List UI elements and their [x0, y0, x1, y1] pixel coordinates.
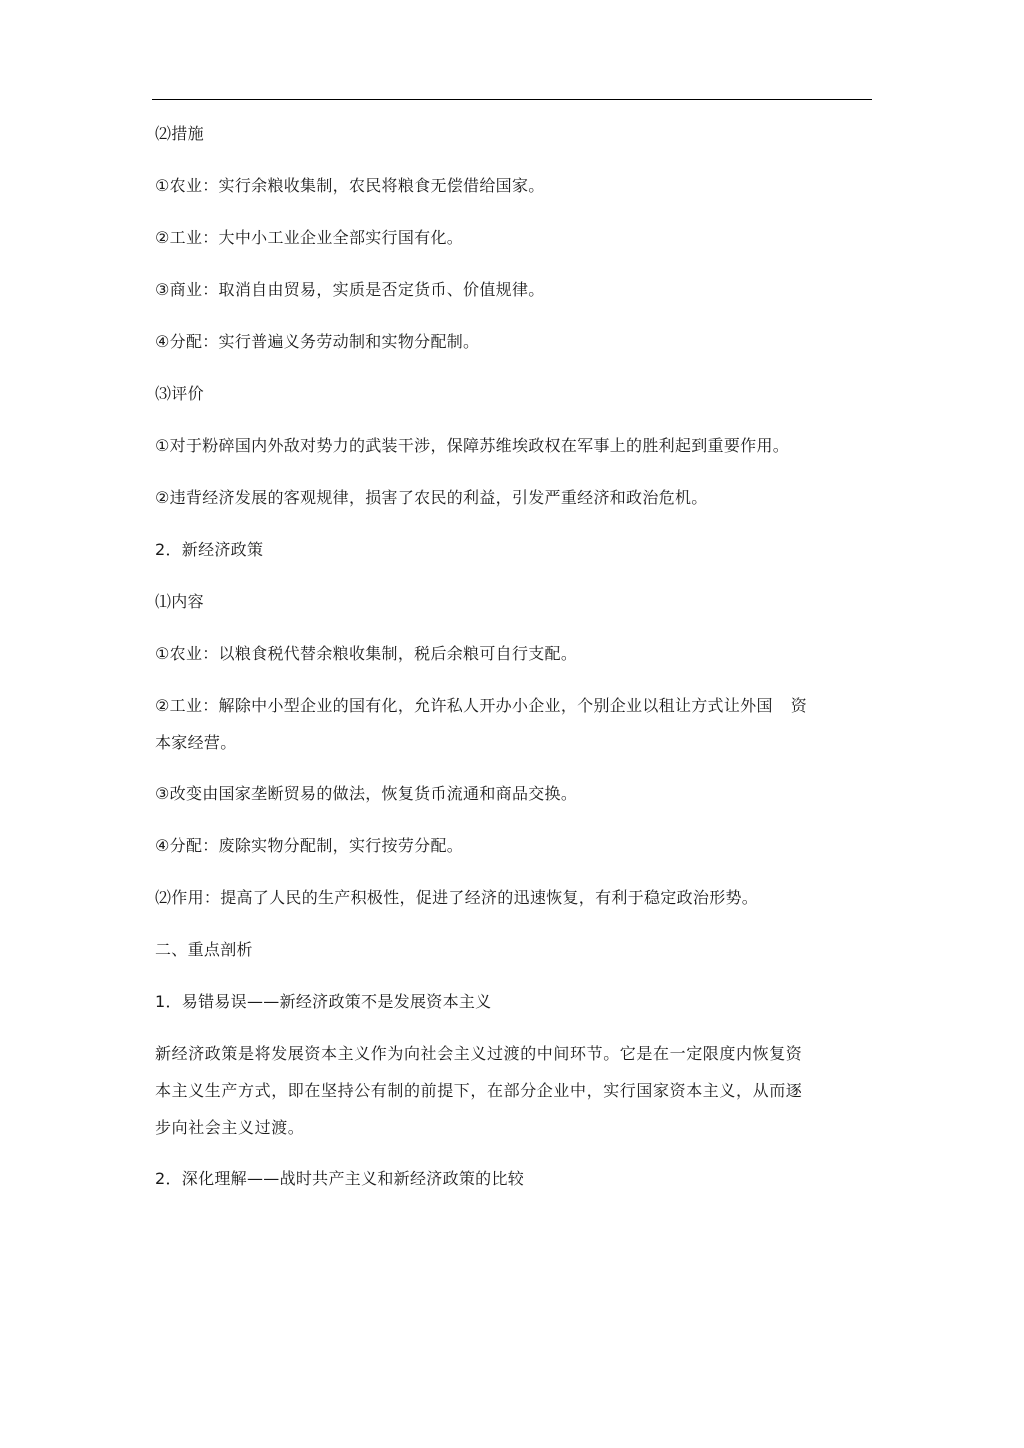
paragraph-row-3: 步向社会主义过渡。 — [155, 1118, 305, 1137]
evaluation-positive: ①对于粉碎国内外敌对势力的武装干涉，保障苏维埃政权在军事上的胜利起到重要作用。 — [155, 436, 790, 455]
evaluation-negative: ②违背经济发展的客观规律，损害了农民的利益，引发严重经济和政治危机。 — [155, 488, 708, 507]
content-industry-row-1 — [155, 687, 871, 724]
content-commerce: ③改变由国家垄断贸易的做法，恢复货币流通和商品交换。 — [155, 784, 578, 803]
content-agriculture: ①农业：以粮食税代替余粮收集制，税后余粮可自行支配。 — [155, 644, 578, 663]
analysis-item-2-title: 2．深化理解——战时共产主义和新经济政策的比较 — [155, 1169, 525, 1188]
policy-effect: ⑵作用：提高了人民的生产积极性，促进了经济的迅速恢复，有利于稳定政治形势。 — [155, 888, 759, 907]
content-industry-row-2: 本家经营。 — [155, 733, 237, 752]
measure-agriculture: ①农业：实行余粮收集制，农民将粮食无偿借给国家。 — [155, 176, 545, 195]
measure-industry: ②工业：大中小工业企业全部实行国有化。 — [155, 228, 464, 247]
measure-distribution: ④分配：实行普遍义务劳动制和实物分配制。 — [155, 332, 480, 351]
paragraph-row-2: 本主义生产方式，即在坚持公有制的前提下，在部分企业中，实行国家资本主义，从而逐 — [155, 1081, 803, 1100]
document-body — [155, 121, 871, 1218]
paragraph-row-1: 新经济政策是将发展资本主义作为向社会主义过渡的中间环节。它是在一定限度内恢复资 — [155, 1044, 803, 1063]
section-new-economic-policy: 2．新经济政策 — [155, 540, 264, 559]
subheading-evaluation: ⑶评价 — [155, 384, 204, 403]
content-industry — [155, 687, 871, 761]
header-rule — [152, 99, 872, 100]
analysis-item-1-title: 1．易错易误——新经济政策不是发展资本主义 — [155, 992, 492, 1011]
section-key-analysis: 二、重点剖析 — [155, 940, 253, 959]
subheading-content: ⑴内容 — [155, 592, 204, 611]
measure-commerce: ③商业：取消自由贸易，实质是否定货币、价值规律。 — [155, 280, 545, 299]
content-distribution: ④分配：废除实物分配制，实行按劳分配。 — [155, 836, 464, 855]
analysis-item-1-paragraph — [155, 1035, 871, 1146]
content-industry-tail: 资 — [790, 696, 808, 715]
subheading-measures: ⑵措施 — [155, 124, 204, 143]
content-industry-text: ②工业：解除中小型企业的国有化，允许私人开办小企业，个别企业以租让方式让外国 — [155, 696, 773, 715]
